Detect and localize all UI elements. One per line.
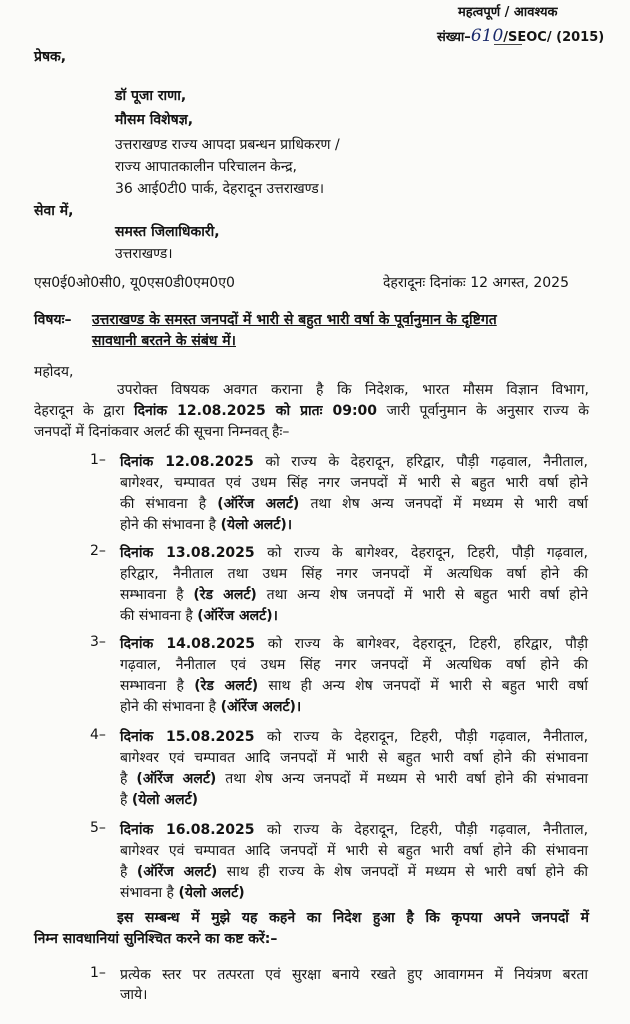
importance-label: महत्वपूर्ण / आवश्यक xyxy=(458,5,558,20)
item-line1 xyxy=(120,727,588,748)
primary-alert-badge: (ऑरेंज अलर्ट) xyxy=(217,496,300,512)
item-line2: हरिद्वार, नैनीताल तथा उधम सिंह नगर जनपदों में अत्यधिक वर्षा होने की xyxy=(120,566,588,582)
precaution-paragraph xyxy=(120,965,588,1005)
item-line3-a: सम्भावना है xyxy=(120,678,184,694)
item-line1 xyxy=(120,543,588,564)
sender-address: 36 आई0टी0 पार्क, देहरादून उत्तराखण्ड। xyxy=(115,181,325,197)
recipient-line1-text: समस्त जिलाधिकारी, xyxy=(115,224,220,240)
precaution-line1: प्रत्येक स्तर पर तत्परता एवं सुरक्षा बनाये रखते हुए आवागमन में नियंत्रण बरता xyxy=(120,967,588,983)
recipient-line2: उत्तराखण्ड। xyxy=(115,246,173,262)
item-line3-c: तथा अन्य शेष जनपदों में भारी से बहुत भारी वर्षा होने xyxy=(266,587,589,603)
sender-org-line1: उत्तराखण्ड राज्य आपदा प्रबन्धन प्राधिकरण / xyxy=(115,137,340,153)
number-label: संख्या– xyxy=(437,30,471,45)
item-number: 3– xyxy=(90,634,106,650)
item-line3-c: तथा शेष अन्य जनपदों में मध्यम से भारी वर्षा होने की संभावना xyxy=(225,771,588,787)
sender-org-line2: राज्य आपातकालीन परिचालन केन्द्र, xyxy=(115,159,298,175)
item-line2: बागेश्वर, चम्पावत एवं उधम सिंह नगर जनपदों में भारी से बहुत भारी वर्षा होने xyxy=(120,475,588,491)
precaution-line2: जाये। xyxy=(120,987,148,1003)
directive-line2: निम्न सावधानियां सुनिश्चित करने का कष्ट करें:– xyxy=(34,931,278,947)
item-date: दिनांक 16.08.2025 xyxy=(120,822,255,838)
item-line3 xyxy=(120,769,588,790)
item-line4 xyxy=(120,606,588,627)
secondary-alert-badge: (येलो अलर्ट) xyxy=(131,792,199,808)
item-line3 xyxy=(120,585,588,606)
forecast-item xyxy=(120,634,588,718)
salutation: महोदय, xyxy=(34,364,74,380)
item-line2: बागेश्वर एवं चम्पावत आदि जनपदों में भारी से बहुत भारी वर्षा होने की संभावना xyxy=(120,750,588,766)
subject-line2: सावधानी बरतने के संबंध में। xyxy=(92,333,236,349)
primary-alert-badge: (ऑरेंज अलर्ट) xyxy=(136,864,218,880)
secondary-alert-badge: (येलो अलर्ट)। xyxy=(220,517,293,533)
item-line1-text: को राज्य के देहरादून, टिहरी, पौड़ी गढ़वाल, नैनीताल, xyxy=(266,729,589,745)
letter-number xyxy=(437,26,604,46)
item-line1-text: को राज्य के देहरादून, हरिद्वार, पौड़ी गढ़वाल, नैनीताल, xyxy=(265,454,588,470)
item-line3-a: की संभावना है xyxy=(120,496,207,512)
item-line4 xyxy=(120,515,588,536)
intro-line2-c: जारी पूर्वानुमान के अनुसार राज्य के xyxy=(386,403,589,419)
item-date: दिनांक 12.08.2025 xyxy=(120,454,254,470)
item-line4 xyxy=(120,697,588,718)
item-date: दिनांक 14.08.2025 xyxy=(120,636,255,652)
primary-alert-badge: (रेड अलर्ट) xyxy=(193,587,257,603)
intro-line3: जनपदों में दिनांकवार अलर्ट की सूचना निम्नवत् हैः– xyxy=(34,424,290,440)
intro-line1: उपरोक्त विषयक अवगत कराना है कि निदेशक, भारत मौसम विज्ञान विभाग, xyxy=(117,382,589,398)
item-number: 1– xyxy=(90,452,106,468)
recipient-label: सेवा में, xyxy=(34,203,74,219)
item-number: 5– xyxy=(90,820,106,836)
subject-line1: उत्तराखण्ड के समस्त जनपदों में भारी से बहुत भारी वर्षा के पूर्वानुमान के दृष्टिगत xyxy=(92,312,497,328)
recipient-line1 xyxy=(115,222,220,241)
directive-line1: इस सम्बन्ध में मुझे यह कहने का निदेश हुआ है कि कृपया अपने जनपदों में xyxy=(117,910,589,926)
item-line2: गढ़वाल, नैनीताल एवं उधम सिंह नगर जनपदों में अत्यधिक वर्षा होने की xyxy=(120,657,588,673)
item-line4-a: होने की संभावना है xyxy=(120,699,217,715)
subject-label: विषयः– xyxy=(34,312,72,328)
secondary-alert-badge: (ऑरेंज अलर्ट)। xyxy=(197,608,278,624)
forecast-item xyxy=(120,543,588,627)
primary-alert-badge: (रेड अलर्ट) xyxy=(194,678,259,694)
intro-paragraph xyxy=(34,380,589,443)
intro-line2-a: देहरादून के द्वारा xyxy=(34,403,125,419)
item-line3-a: है xyxy=(120,864,128,880)
item-line3-c: साथ ही अन्य शेष जनपदों में भारी से बहुत भारी वर्षा xyxy=(268,678,588,694)
item-line3-a: सम्भावना है xyxy=(120,587,184,603)
item-line3 xyxy=(120,494,588,515)
item-line1-text: को राज्य के बागेश्वर, देहरादून, टिहरी, हरिद्वार, पौड़ी xyxy=(267,636,588,652)
item-date: दिनांक 15.08.2025 xyxy=(120,729,255,745)
item-number: 4– xyxy=(90,727,106,743)
forecast-item xyxy=(120,452,588,536)
item-number: 2– xyxy=(90,543,106,559)
item-line4 xyxy=(120,883,588,904)
item-line1 xyxy=(120,452,588,473)
secondary-alert-badge: (ऑरेंज अलर्ट)। xyxy=(220,699,302,715)
primary-alert-badge: (ऑरेंज अलर्ट) xyxy=(136,771,217,787)
item-line4-a: है xyxy=(120,792,128,808)
item-line3-a: है xyxy=(120,771,128,787)
intro-line2 xyxy=(34,401,589,422)
forecast-item xyxy=(120,727,588,811)
item-date: दिनांक 13.08.2025 xyxy=(120,545,255,561)
item-line3-c: तथा शेष अन्य जनपदों में मध्यम से भारी वर्षा xyxy=(310,496,588,512)
forecast-item xyxy=(120,820,588,904)
item-line3 xyxy=(120,862,588,883)
precaution-number: 1– xyxy=(90,965,106,981)
number-underline xyxy=(494,44,522,45)
item-line4 xyxy=(120,790,588,811)
item-line1 xyxy=(120,820,588,841)
number-suffix: /SEOC/ (2015) xyxy=(503,30,605,45)
sender-designation: मौसम विशेषज्ञ, xyxy=(115,112,194,128)
item-line1-text: को राज्य के बागेश्वर, देहरादून, टिहरी, पौड़ी गढ़वाल, xyxy=(267,545,589,561)
directive-paragraph xyxy=(34,908,589,950)
sender-label: प्रेषक, xyxy=(34,49,67,65)
secondary-alert-badge: (येलो अलर्ट) xyxy=(178,885,245,901)
item-line3 xyxy=(120,676,588,697)
item-line1 xyxy=(120,634,588,655)
intro-date-time: दिनांक 12.08.2025 को प्रातः 09:00 xyxy=(133,403,378,419)
ref-date: देहरादूनः दिनांकः 12 अगस्त, 2025 xyxy=(383,275,569,291)
item-line4-a: होने की संभावना है xyxy=(120,517,217,533)
item-line3-c: साथ ही राज्य के शेष जनपदों में मध्यम से भारी वर्षा होने की xyxy=(226,864,589,880)
handwritten-number: 610 xyxy=(470,26,504,46)
ref-left: एस0ई0ओ0सी0, यू0एस0डी0एम0ए0 xyxy=(34,275,235,291)
sender-name: डॉ पूजा राणा, xyxy=(115,88,187,104)
item-line4-a: की संभावना है xyxy=(120,608,193,624)
item-line1-text: को राज्य के देहरादून, टिहरी, पौड़ी गढ़वाल, नैनीताल, xyxy=(266,822,589,838)
item-line4-a: संभावना है xyxy=(120,885,174,901)
item-line2: बागेश्वर एवं चम्पावत आदि जनपदों में भारी से बहुत भारी वर्षा होने की संभावना xyxy=(120,843,588,859)
